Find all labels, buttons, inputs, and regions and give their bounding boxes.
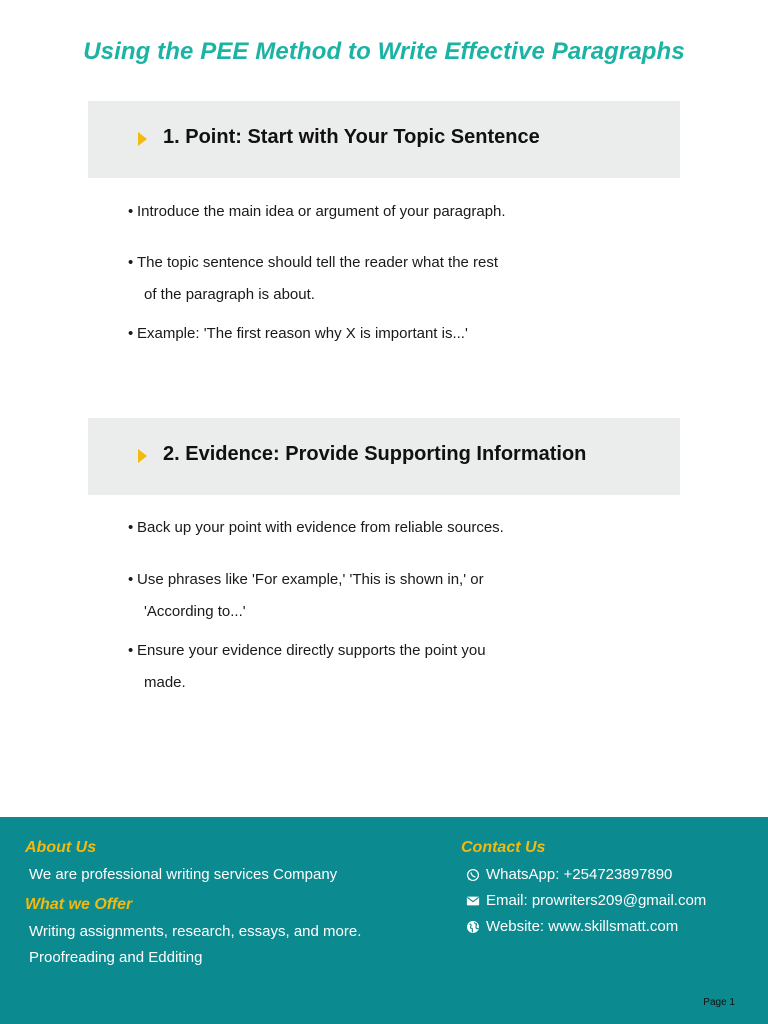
bullet-item [128,512,548,544]
caret-right-icon [138,449,147,463]
bullet-text-continued: made. [144,674,186,691]
bullet-text: Back up your point with evidence from reliable sources. [137,519,504,536]
bullet-item [128,196,548,228]
section-header-evidence [88,418,680,495]
bullet-dot: • [128,325,134,342]
contact-heading: Contact Us [461,839,546,856]
bullet-dot: • [128,203,134,220]
contact-email[interactable] [466,892,706,909]
bullet-text: Use phrases like 'For example,' 'This is shown in,' or [137,571,484,588]
email-text: Email: prowriters209@gmail.com [486,892,707,909]
page-title: Using the PEE Method to Write Effective Paragraphs [83,38,685,65]
globe-icon [466,920,480,934]
bullet-item [128,318,548,350]
about-text: We are professional writing services Company [29,866,338,883]
bullet-text-continued: of the paragraph is about. [144,286,315,303]
bullet-item [128,564,548,628]
section-heading: 2. Evidence: Provide Supporting Information [163,443,587,465]
bullet-text: Example: 'The first reason why X is important is...' [137,325,468,342]
website-text: Website: www.skillsmatt.com [486,918,679,935]
envelope-icon [466,894,480,908]
bullet-dot: • [128,642,134,659]
section-header-point [88,101,680,178]
contact-website[interactable] [466,918,678,935]
contact-whatsapp[interactable] [466,866,672,883]
page-number: Page 1 [703,997,735,1008]
whatsapp-text: WhatsApp: +254723897890 [486,866,673,883]
offer-line: Proofreading and Edditing [29,949,203,966]
section-heading: 1. Point: Start with Your Topic Sentence [163,126,540,148]
footer [0,817,768,1024]
bullet-text-continued: 'According to...' [144,603,246,620]
bullet-dot: • [128,519,134,536]
bullet-text: The topic sentence should tell the reader what the rest [137,254,499,271]
about-heading: About Us [25,839,97,856]
bullet-text: Ensure your evidence directly supports the point you [137,642,486,659]
bullet-text: Introduce the main idea or argument of your paragraph. [137,203,506,220]
caret-right-icon [138,132,147,146]
bullet-dot: • [128,254,134,271]
bullet-item [128,247,548,311]
bullet-dot: • [128,571,134,588]
whatsapp-icon [466,868,480,882]
offer-line: Writing assignments, research, essays, and more. [29,923,362,940]
bullet-item [128,635,548,699]
offer-heading: What we Offer [25,896,133,913]
